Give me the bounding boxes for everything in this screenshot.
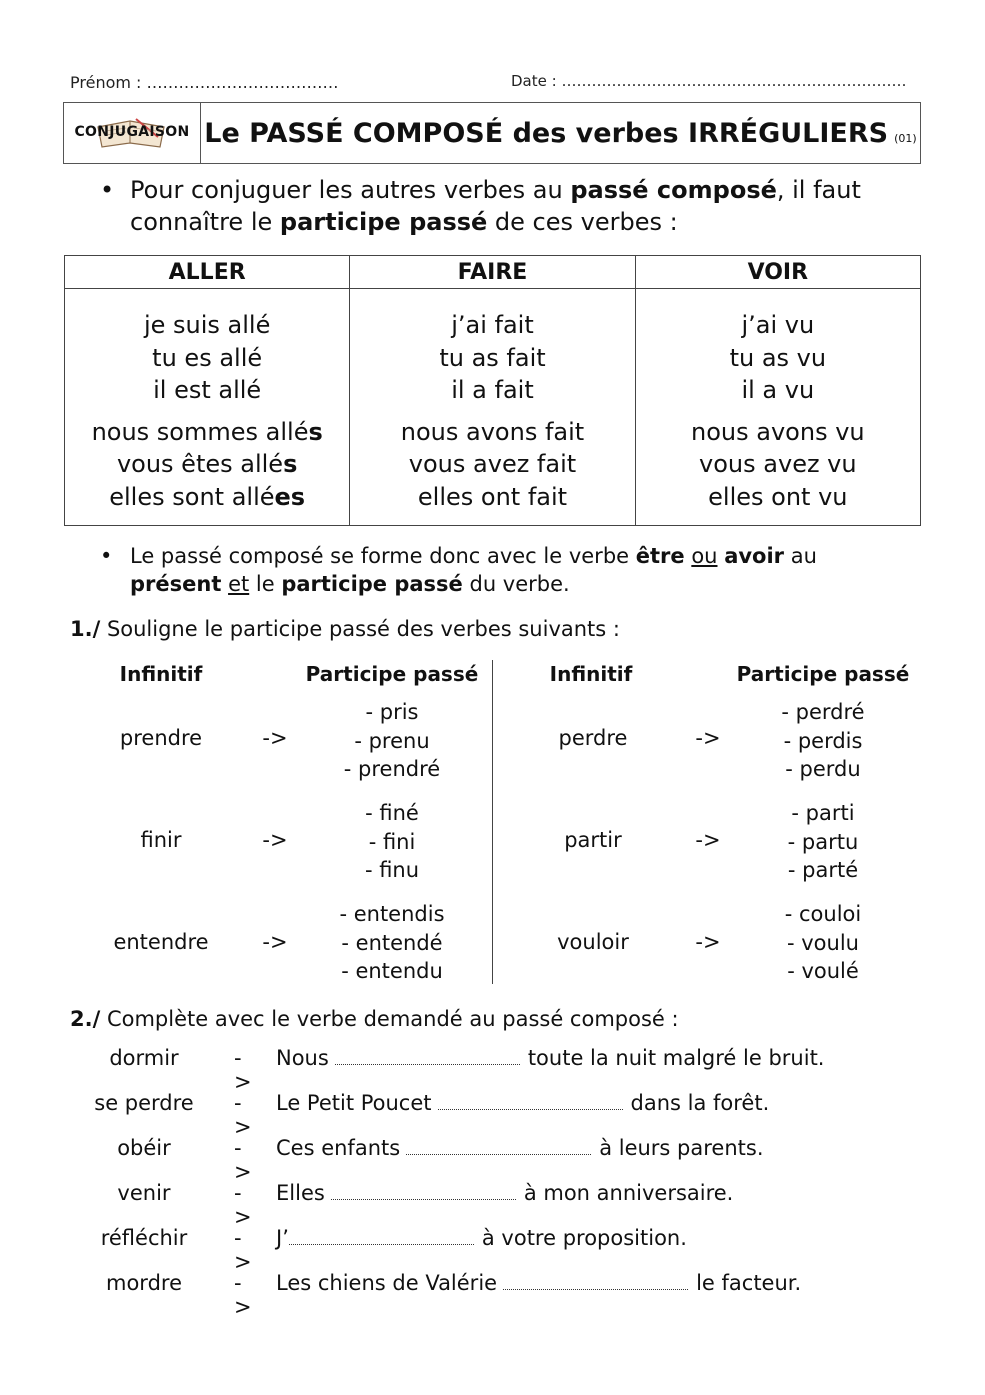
- header-faire: FAIRE: [350, 256, 635, 289]
- option[interactable]: - couloi: [784, 902, 862, 926]
- sentence: Elles à mon anniversaire.: [276, 1181, 734, 1205]
- title-text: Le PASSÉ COMPOSÉ des verbes IRRÉGULIERS: [204, 117, 889, 149]
- blank-field[interactable]: [438, 1091, 623, 1110]
- option[interactable]: - entendé: [341, 930, 443, 955]
- intro-text: Pour conjuguer les autres verbes au: [130, 176, 571, 204]
- page-title: [201, 103, 920, 163]
- verb-perdre: perdre: [558, 726, 628, 750]
- date-field: Date : ……………………………………………………………: [511, 72, 907, 90]
- verb-label: dormir: [109, 1046, 179, 1070]
- arrow-icon: ->: [234, 1046, 252, 1094]
- conj-line: tu as vu: [729, 343, 827, 372]
- conj-line: il est allé: [153, 376, 262, 404]
- intro-bold: passé composé: [570, 176, 777, 204]
- option[interactable]: - perdis: [783, 728, 863, 753]
- arrow-icon: ->: [234, 1091, 252, 1139]
- intro-bold: participe passé: [279, 208, 488, 236]
- arrow-icon: ->: [695, 828, 721, 852]
- arrow-icon: ->: [234, 1271, 252, 1319]
- column-divider: [492, 660, 493, 984]
- conj-line: elles sont allées: [109, 482, 306, 511]
- conj-line: tu as fait: [439, 343, 546, 372]
- option[interactable]: - prendré: [343, 757, 441, 781]
- option[interactable]: - voulé: [787, 959, 859, 983]
- sentence: Le Petit Poucet dans la forêt.: [276, 1091, 770, 1115]
- arrow-icon: ->: [234, 1181, 252, 1229]
- conj-line: nous avons vu: [691, 417, 865, 446]
- table-header-row: [65, 256, 921, 289]
- conj-line: j’ai fait: [451, 311, 534, 339]
- aller-column: [65, 289, 350, 526]
- table-row: [65, 289, 921, 526]
- title-box: [63, 102, 921, 164]
- col-participe-right: Participe passé: [736, 662, 910, 686]
- header-voir: VOIR: [635, 256, 920, 289]
- verb-label: venir: [117, 1181, 171, 1205]
- option[interactable]: - perdré: [781, 700, 865, 724]
- blank-field[interactable]: [503, 1271, 688, 1290]
- sentence: Ces enfants à leurs parents.: [276, 1136, 764, 1160]
- option[interactable]: - parté: [787, 858, 859, 882]
- verb-finir: finir: [140, 828, 182, 852]
- sentence: Nous toute la nuit malgré le bruit.: [276, 1046, 825, 1070]
- verb-vouloir: vouloir: [557, 930, 629, 954]
- verb-label: obéir: [117, 1136, 171, 1160]
- sheet-number: (01): [894, 131, 917, 145]
- arrow-icon: ->: [234, 1226, 252, 1274]
- logo-label: CONJUGAISON: [74, 124, 190, 140]
- option[interactable]: - finé: [365, 801, 419, 825]
- intro-paragraph: [100, 174, 910, 238]
- conjugaison-logo: [64, 103, 201, 163]
- exercise-1-instruction: 1./ Souligne le participe passé des verbes suivants :: [70, 617, 620, 641]
- option[interactable]: - entendu: [341, 959, 443, 983]
- arrow-icon: ->: [262, 828, 288, 852]
- voir-column: [635, 289, 920, 526]
- bullet-icon: •: [100, 176, 115, 204]
- option[interactable]: - pris: [365, 700, 419, 724]
- conj-line: vous avez fait: [408, 450, 577, 478]
- verb-label: se perdre: [94, 1091, 194, 1115]
- verb-label: mordre: [106, 1271, 182, 1295]
- option[interactable]: - voulu: [787, 930, 859, 955]
- arrow-icon: ->: [695, 930, 721, 954]
- conj-line: nous sommes allés: [91, 417, 323, 446]
- col-participe-left: Participe passé: [305, 662, 479, 686]
- option[interactable]: - prenu: [354, 728, 430, 753]
- options-entendre: [312, 900, 472, 986]
- option[interactable]: - partu: [787, 829, 859, 854]
- blank-field[interactable]: [406, 1136, 591, 1155]
- faire-column: [350, 289, 635, 526]
- verb-partir: partir: [564, 828, 622, 852]
- blank-field[interactable]: [335, 1046, 520, 1065]
- rule-paragraph: • Le passé composé se forme donc avec le verbe être ou avoir au présent et le participe passé du verbe.: [100, 544, 817, 596]
- intro-text: , il faut connaître le: [130, 176, 861, 236]
- sentence: Les chiens de Valérie le facteur.: [276, 1271, 802, 1295]
- prenom-field: Prénom : ………………………………: [70, 73, 339, 92]
- options-finir: [312, 799, 472, 885]
- conj-line: tu es allé: [152, 343, 263, 372]
- exercise-2-instruction: 2./ Complète avec le verbe demandé au passé composé :: [70, 1007, 679, 1031]
- conj-line: elles ont vu: [708, 482, 848, 511]
- verb-prendre: prendre: [119, 726, 203, 750]
- options-partir: [743, 799, 903, 885]
- option[interactable]: - parti: [791, 801, 855, 825]
- conj-line: j’ai vu: [741, 311, 815, 339]
- arrow-icon: ->: [262, 930, 288, 954]
- blank-field[interactable]: [289, 1226, 474, 1245]
- conj-line: elles ont fait: [417, 482, 568, 511]
- option[interactable]: - perdu: [785, 757, 861, 781]
- col-infinitif-right: Infinitif: [549, 662, 633, 686]
- verb-label: réfléchir: [100, 1226, 188, 1250]
- options-prendre: [312, 698, 472, 784]
- conj-line: il a fait: [451, 376, 534, 404]
- conj-line: je suis allé: [143, 311, 271, 339]
- bullet-icon: •: [100, 544, 113, 568]
- conj-line: vous avez vu: [699, 450, 857, 478]
- sentence: J’ à votre proposition.: [276, 1226, 687, 1250]
- conj-line: vous êtes allés: [116, 450, 298, 478]
- header-aller: ALLER: [65, 256, 350, 289]
- arrow-icon: ->: [262, 726, 288, 750]
- conj-line: il a vu: [741, 376, 815, 404]
- option[interactable]: - fini: [368, 829, 416, 854]
- conjugation-table: [64, 255, 921, 526]
- arrow-icon: ->: [234, 1136, 252, 1184]
- intro-text: de ces verbes :: [487, 208, 678, 236]
- arrow-icon: ->: [695, 726, 721, 750]
- blank-field[interactable]: [331, 1181, 516, 1200]
- options-vouloir: [743, 900, 903, 986]
- conj-line: nous avons fait: [400, 417, 585, 446]
- verb-entendre: entendre: [113, 930, 209, 954]
- option[interactable]: - finu: [364, 858, 420, 882]
- col-infinitif-left: Infinitif: [119, 662, 203, 686]
- options-perdre: [743, 698, 903, 784]
- option[interactable]: - entendis: [339, 902, 445, 926]
